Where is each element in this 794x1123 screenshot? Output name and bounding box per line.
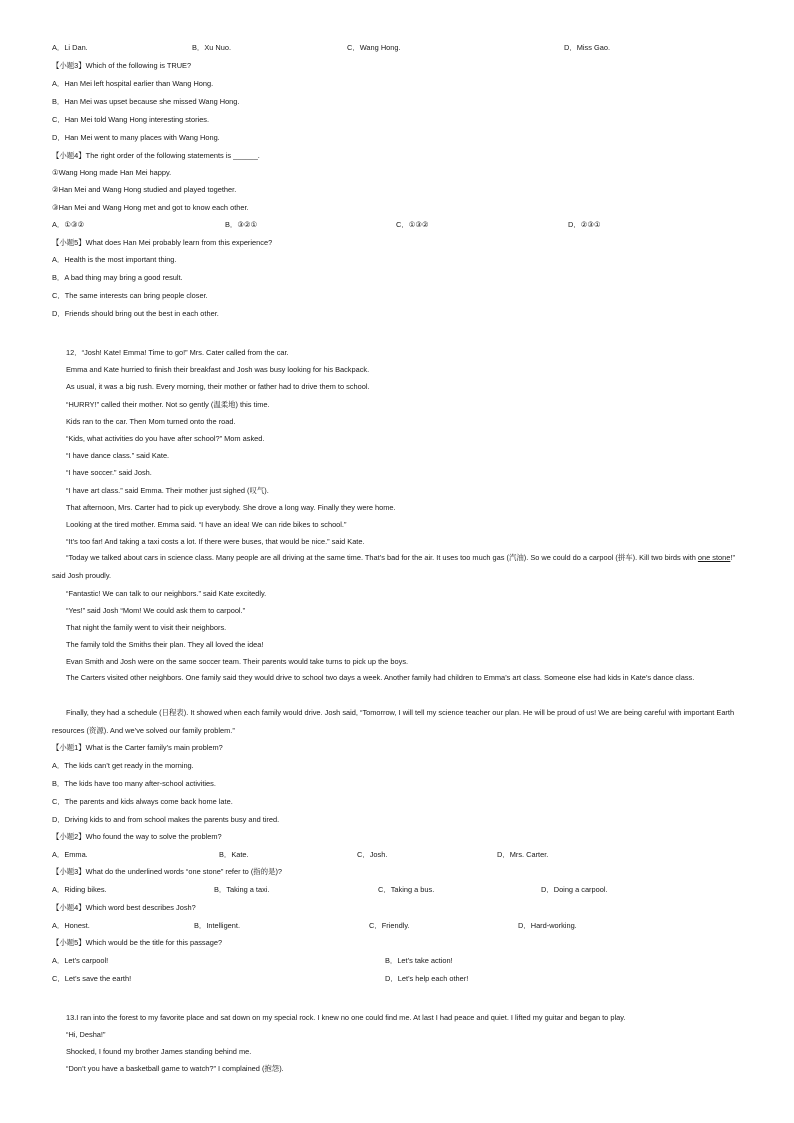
q11-q2-option-a: A．Li Dan. bbox=[52, 43, 88, 52]
q11-q5-option-b: B．A bad thing may bring a good result. bbox=[52, 273, 183, 282]
q11-q3-option-c: C．Han Mei told Wang Hong interesting stories. bbox=[52, 115, 210, 124]
q12-q3-option-a: A．Riding bikes. bbox=[52, 885, 107, 894]
q12-q2-option-a: A．Emma. bbox=[52, 850, 88, 859]
q12-q5-option-d: D．Let’s help each other! bbox=[385, 974, 469, 983]
q12-paragraph-finally: Finally, they had a schedule (日程表). It showed when each family would drive. Josh said, “Tomorrow, I will tell my science teacher our plan. He will be proud of us! We are being careful with important Earth resources (资源). And we’ve solved our family problem.” bbox=[52, 708, 735, 735]
q11-q4-stem: 【小题4】The right order of the following statements is ______. bbox=[52, 151, 260, 160]
q12-passage-line: That night the family went to visit their neighbors. bbox=[66, 623, 227, 632]
q12-passage-line: The family told the Smiths their plan. They all loved the idea! bbox=[66, 640, 264, 649]
q12-q1-option-d: D．Driving kids to and from school makes the parents busy and tired. bbox=[52, 815, 280, 824]
q12-q3-option-c: C．Taking a bus. bbox=[378, 885, 435, 894]
q12-carpool-text-after: !” said Josh proudly. bbox=[52, 553, 735, 580]
q12-passage-line: Looking at the tired mother. Emma said. “I have an idea! We can ride bikes to school.” bbox=[66, 520, 347, 529]
q12-paragraph-carpool bbox=[52, 549, 742, 584]
q12-paragraph-carters: The Carters visited other neighbors. One family said they would drive to school two days a week. Another family had children to Emma’s art class. Someone else had kids in Kate’s dance class. bbox=[66, 673, 695, 682]
q11-q2-option-d: D．Miss Gao. bbox=[564, 43, 610, 52]
q13-passage-line: Shocked, I found my brother James standing behind me. bbox=[66, 1047, 252, 1056]
q11-q5-stem: 【小题5】What does Han Mei probably learn from this experience? bbox=[52, 238, 273, 247]
q12-passage-line: As usual, it was a big rush. Every morning, their mother or father had to drive them to school. bbox=[66, 382, 370, 391]
q12-passage-line: That afternoon, Mrs. Carter had to pick up everybody. She drove a long way. Finally they were home. bbox=[66, 503, 396, 512]
q12-q1-option-b: B．The kids have too many after-school activities. bbox=[52, 779, 216, 788]
q12-q1-option-c: C．The parents and kids always come back home late. bbox=[52, 797, 233, 806]
q12-passage-line: “It’s too far! And taking a taxi costs a lot. If there were buses, that would be nice.” said Kate. bbox=[66, 537, 365, 546]
q12-carpool-text-before: “Today we talked about cars in science class. Many people are all driving at the same time. That’s bad for the air. It uses too much gas (汽油). So we could do a carpool (拼车). Kill two birds with bbox=[66, 553, 698, 562]
q13-passage-line: “Don’t you have a basketball game to watch?” I complained (抱怨). bbox=[66, 1064, 284, 1073]
q11-q4-statement-3: ③Han Mei and Wang Hong met and got to know each other. bbox=[52, 203, 249, 212]
q12-q2-option-b: B．Kate. bbox=[219, 850, 249, 859]
q11-q2-option-c: C．Wang Hong. bbox=[347, 43, 401, 52]
q12-underlined-words: one stone bbox=[697, 553, 731, 562]
q12-q4-option-c: C．Friendly. bbox=[369, 921, 410, 930]
q12-passage-line: Emma and Kate hurried to finish their breakfast and Josh was busy looking for his Backpack. bbox=[66, 365, 370, 374]
q11-q3-stem: 【小题3】Which of the following is TRUE? bbox=[52, 61, 192, 70]
q12-q4-option-b: B．Intelligent. bbox=[194, 921, 241, 930]
q11-q5-option-d: D．Friends should bring out the best in each other. bbox=[52, 309, 219, 318]
q12-q5-option-c: C．Let’s save the earth! bbox=[52, 974, 132, 983]
q12-passage-line: “Kids, what activities do you have after school?” Mom asked. bbox=[66, 434, 265, 443]
q12-q5-option-a: A．Let’s carpool! bbox=[52, 956, 109, 965]
q12-passage-line: Evan Smith and Josh were on the same soccer team. Their parents would take turns to pick up the boys. bbox=[66, 657, 409, 666]
q11-q2-option-b: B．Xu Nuo. bbox=[192, 43, 232, 52]
q12-q1-stem: 【小题1】What is the Carter family’s main problem? bbox=[52, 743, 223, 752]
q11-q3-option-d: D．Han Mei went to many places with Wang Hong. bbox=[52, 133, 220, 142]
q12-q2-option-d: D．Mrs. Carter. bbox=[497, 850, 549, 859]
q12-passage-line: “I have soccer.” said Josh. bbox=[66, 468, 152, 477]
q11-q4-option-d: D．②③① bbox=[568, 220, 601, 229]
q12-passage-line: “Fantastic! We can talk to our neighbors.” said Kate excitedly. bbox=[66, 589, 267, 598]
q12-q2-stem: 【小题2】Who found the way to solve the problem? bbox=[52, 832, 222, 841]
q12-q5-option-b: B．Let’s take action! bbox=[385, 956, 453, 965]
q12-passage-line: “HURRY!” called their mother. Not so gently (温柔地) this time. bbox=[66, 400, 270, 409]
q13-passage-line: 13.I ran into the forest to my favorite place and sat down on my special rock. I knew no one could find me. At last I had peace and quiet. I lifted my guitar and began to play. bbox=[66, 1013, 626, 1022]
q12-passage-line: Kids ran to the car. Then Mom turned onto the road. bbox=[66, 417, 236, 426]
q13-passage-line: “Hi, Desha!” bbox=[66, 1030, 106, 1039]
q12-q3-stem: 【小题3】What do the underlined words “one stone” refer to (指的是)? bbox=[52, 867, 283, 876]
q11-q4-option-c: C．①③② bbox=[396, 220, 429, 229]
q12-passage-line: “I have art class.” said Emma. Their mother just sighed (叹气). bbox=[66, 486, 269, 495]
q12-q5-stem: 【小题5】Which would be the title for this passage? bbox=[52, 938, 223, 947]
q11-q3-option-b: B．Han Mei was upset because she missed Wang Hong. bbox=[52, 97, 240, 106]
q12-q4-option-d: D．Hard-working. bbox=[518, 921, 577, 930]
q11-q4-option-b: B．③②① bbox=[225, 220, 258, 229]
q12-q3-option-b: B．Taking a taxi. bbox=[214, 885, 270, 894]
q12-passage-line: “I have dance class.” said Kate. bbox=[66, 451, 170, 460]
q11-q4-statement-2: ②Han Mei and Wang Hong studied and played together. bbox=[52, 185, 237, 194]
q12-q1-option-a: A．The kids can’t get ready in the morning. bbox=[52, 761, 194, 770]
q11-q3-option-a: A．Han Mei left hospital earlier than Wang Hong. bbox=[52, 79, 214, 88]
q12-passage-line: “Yes!” said Josh “Mom! We could ask them to carpool.” bbox=[66, 606, 246, 615]
q11-q4-option-a: A．①③② bbox=[52, 220, 85, 229]
q12-passage-line: 12．“Josh! Kate! Emma! Time to go!” Mrs. Cater called from the car. bbox=[66, 348, 289, 357]
q12-q4-stem: 【小题4】Which word best describes Josh? bbox=[52, 903, 196, 912]
q11-q4-statement-1: ①Wang Hong made Han Mei happy. bbox=[52, 168, 172, 177]
q12-q2-option-c: C．Josh. bbox=[357, 850, 388, 859]
q11-q5-option-c: C．The same interests can bring people closer. bbox=[52, 291, 208, 300]
q12-q4-option-a: A．Honest. bbox=[52, 921, 90, 930]
q11-q5-option-a: A．Health is the most important thing. bbox=[52, 255, 177, 264]
q12-q3-option-d: D．Doing a carpool. bbox=[541, 885, 608, 894]
